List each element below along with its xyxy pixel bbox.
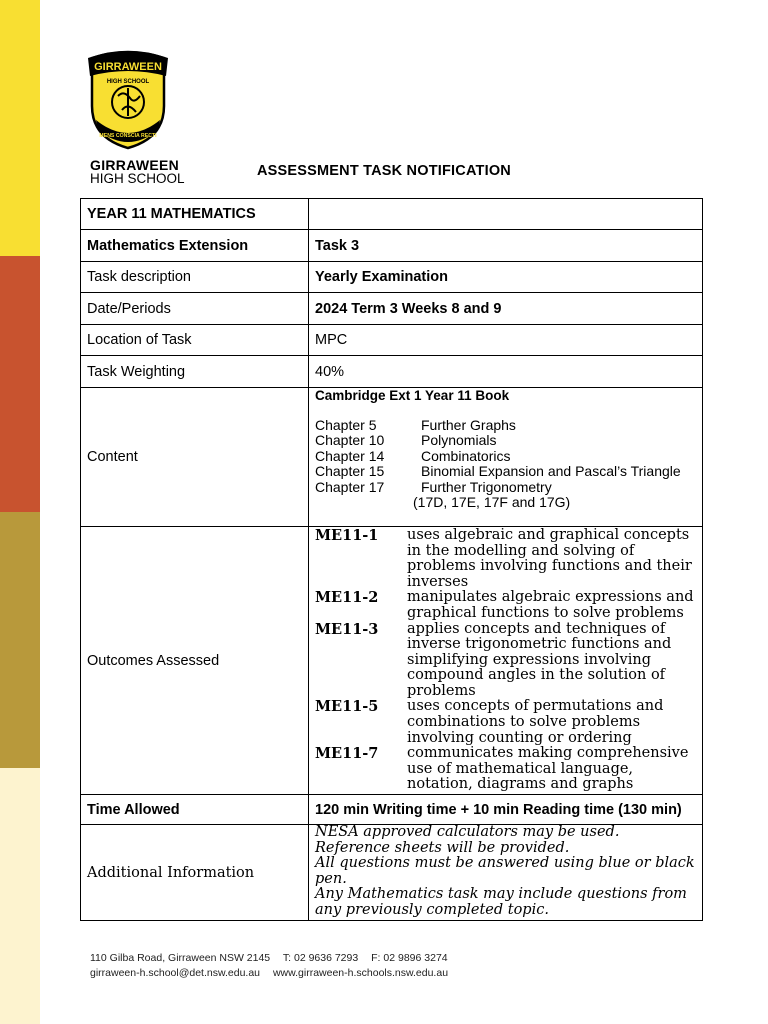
footer [90,951,458,981]
task-description-value: Yearly Examination [309,262,703,293]
content-heading: Cambridge Ext 1 Year 11 Book [315,388,510,403]
location-label: Location of Task [81,325,309,356]
document-title: ASSESSMENT TASK NOTIFICATION [257,163,511,179]
footer-fax: F: 02 9896 3274 [371,952,448,964]
table-row [81,356,703,388]
footer-email[interactable]: girraween-h.school@det.nsw.edu.au [90,967,261,979]
date-value: 2024 Term 3 Weeks 8 and 9 [309,293,703,325]
school-name-line1: GIRRAWEEN [90,157,180,173]
chapter-row: Chapter 10 Polynomials [315,432,497,449]
side-bar-cream [0,768,40,1024]
task-description-label: Task description [81,262,309,293]
side-bar-ochre [0,512,40,768]
additional-info-line: NESA approved calculators may be used. [315,824,620,840]
outcome-row: ME11-1 uses algebraic and graphical concepts in the modelling and solving of problems involving functions and their inverses [315,526,692,590]
chapter-17-sections: (17D, 17E, 17F and 17G) [413,494,571,511]
table-row [81,527,703,795]
footer-line-2 [90,966,458,981]
chapter-row: Chapter 17 Further Trigonometry [315,478,552,495]
school-name-line2: HIGH SCHOOL [90,171,185,186]
footer-line-1 [90,951,458,966]
footer-address: 110 Gilba Road, Girraween NSW 2145 [90,952,271,964]
date-label: Date/Periods [81,293,309,325]
additional-info-line: Reference sheets will be provided. [315,839,570,856]
additional-info-line: Any Mathematics task may include questions from any previously completed topic. [315,886,687,918]
table-row [81,230,703,262]
time-value: 120 min Writing time + 10 min Reading time (130 min) [309,795,703,825]
chapter-row: Chapter 5 Further Graphs [315,417,516,433]
additional-info-cell [309,825,703,921]
table-row [81,262,703,293]
footer-website[interactable]: www.girraween-h.schools.nsw.edu.au [272,967,449,979]
year-value-cell [309,199,703,230]
outcome-row: ME11-5 uses concepts of permutations and combinations to solve problems involving counting or ordering [315,698,664,746]
chapter-row: Chapter 14 Combinatorics [315,447,511,464]
school-name [90,158,185,186]
time-label: Time Allowed [81,795,309,825]
year-cell: YEAR 11 MATHEMATICS [81,199,309,230]
content-label: Content [81,388,309,527]
outcome-row: ME11-2 manipulates algebraic expressions and graphical functions to solve problems [315,589,694,621]
crest-sub-text: HIGH SCHOOL [106,79,150,85]
table-row [81,795,703,825]
content-cell [309,388,703,527]
outcomes-cell [309,527,703,795]
table-row [81,825,703,921]
table-row [81,325,703,356]
side-bar-yellow [0,0,40,256]
side-bar-orange [0,256,40,512]
weighting-value: 40% [309,356,703,388]
assessment-table [80,198,703,921]
course-label: Mathematics Extension [81,230,309,262]
chapter-row: Chapter 15 Binomial Expansion and Pascal’s Triangle [315,463,681,480]
table-row [81,293,703,325]
outcomes-label: Outcomes Assessed [81,527,309,795]
outcome-row: ME11-7 communicates making comprehensive use of mathematical language, notation, diagrams and graphs [315,745,689,793]
table-row [81,199,703,230]
table-row [81,388,703,527]
crest-banner-text: GIRRAWEEN [94,61,162,73]
course-value: Task 3 [309,230,703,262]
additional-info-line: All questions must be answered using blue or black pen. [315,855,695,887]
weighting-label: Task Weighting [81,356,309,388]
outcome-row: ME11-3 applies concepts and techniques of inverse trigonometric functions and simplifying expressions involving compound angles in the solution of problems [315,620,672,699]
footer-phone: T: 02 9636 7293 [282,952,359,964]
crest-motto-text: MENS CONSCIA RECTI [99,133,157,139]
additional-info-label: Additional Information [81,825,309,921]
location-value: MPC [309,325,703,356]
school-crest-logo [84,50,172,150]
